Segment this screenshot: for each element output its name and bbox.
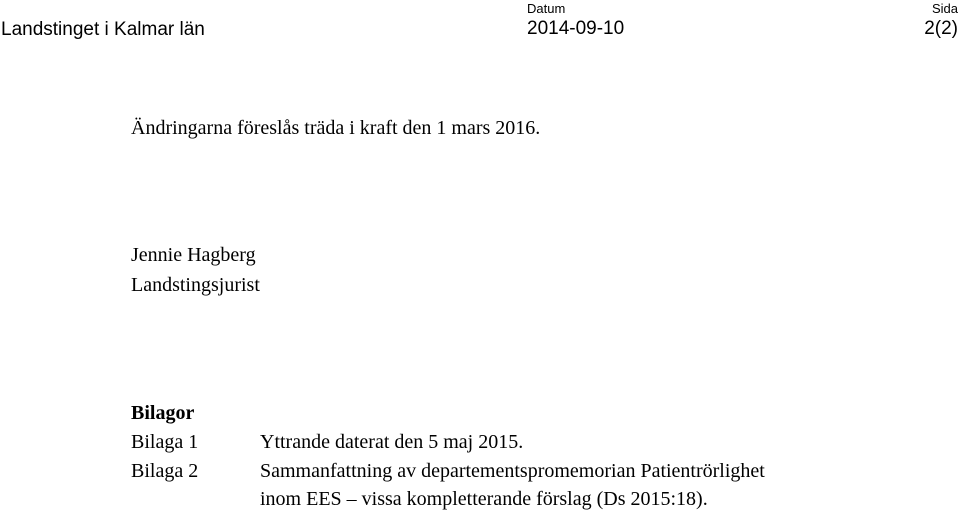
signatory-name: Jennie Hagberg bbox=[131, 244, 256, 266]
page-number: 2(2) bbox=[924, 18, 958, 39]
attachment-2-label: Bilaga 2 bbox=[131, 460, 199, 482]
attachment-2-description-line-2: inom EES – vissa kompletterande förslag (Ds 2015:18). bbox=[260, 488, 708, 510]
attachment-1-label: Bilaga 1 bbox=[131, 431, 199, 453]
organization-name: Landstinget i Kalmar län bbox=[1, 19, 205, 40]
page-label: Sida bbox=[931, 1, 958, 16]
date-value: 2014-09-10 bbox=[527, 18, 625, 39]
attachment-2-description-line-1: Sammanfattning av departementspromemorian Patientrörlighet bbox=[260, 460, 765, 482]
body-paragraph: Ändringarna föreslås träda i kraft den 1 mars 2016. bbox=[131, 117, 541, 139]
date-label: Datum bbox=[527, 1, 566, 16]
signatory-title: Landstingsjurist bbox=[131, 274, 260, 296]
attachments-heading: Bilagor bbox=[131, 402, 195, 424]
attachment-1-description: Yttrande daterat den 5 maj 2015. bbox=[260, 431, 524, 453]
